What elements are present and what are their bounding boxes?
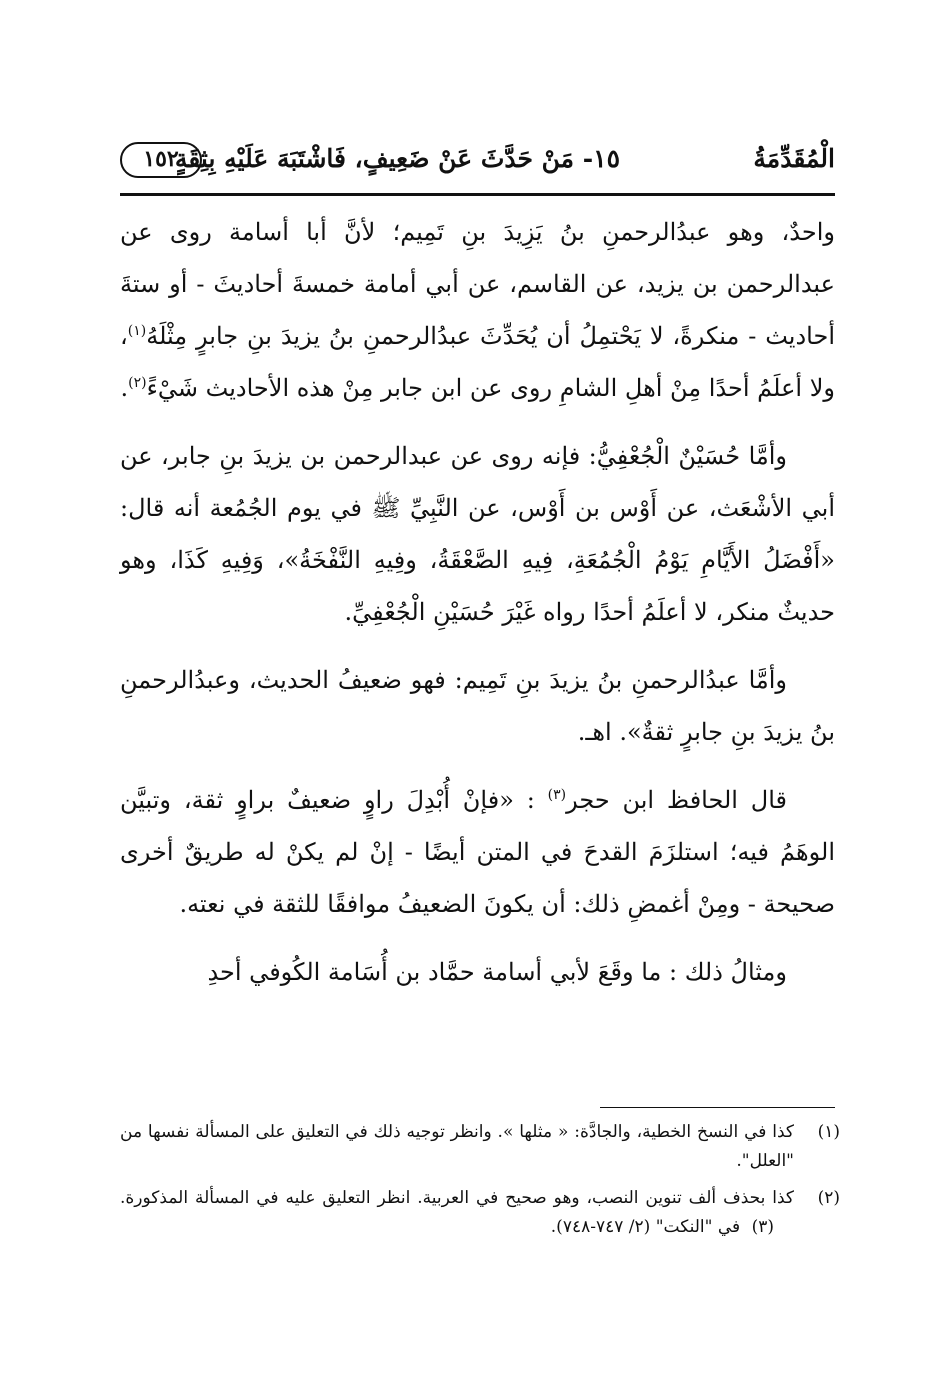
- footnote-text: كذا بحذف ألف تنوين النصب، وهو صحيح في العربية. انظر التعليق عليه في المسألة المذكورة.: [120, 1188, 794, 1208]
- footnote-3-text: في "النكت" (٢/ ٧٤٧-٧٤٨).: [550, 1217, 741, 1237]
- paragraph-4: [120, 774, 835, 930]
- header-divider: [120, 193, 835, 196]
- chapter-title: الْمُقَدِّمَةُ: [753, 144, 835, 173]
- paragraph-4-text-a: قال الحافظ ابن حجر: [566, 786, 787, 814]
- paragraph-1-end: .: [120, 374, 129, 402]
- footnote-number: (٢): [817, 1188, 840, 1208]
- section-title: ١٥- مَنْ حَدَّثَ عَنْ ضَعِيفٍ، فَاشْتَبَهَ عَلَيْهِ بِثِقَةٍ: [174, 144, 620, 173]
- footnote-2: [120, 1184, 840, 1242]
- footnote-ref-1: (١): [127, 323, 147, 339]
- footnote-divider: [600, 1107, 835, 1108]
- paragraph-3: وأمَّا عبدُالرحمنِ بنُ يزيدَ بنِ تَمِيم: فهو ضعيفُ الحديث، وعبدُالرحمنِ بنُ يزيدَ بنِ جابرٍ ثقةٌ». اهـ.: [120, 666, 835, 746]
- paragraph-5: ومثالُ ذلك : ما وقَعَ لأبي أسامة حمَّاد بن أُسَامة الكُوفي أحدِ: [207, 958, 787, 986]
- footnote-ref-3: (٣): [547, 787, 567, 803]
- paragraph-2: وأمَّا حُسَيْنٌ الْجُعْفِيُّ: فإنه روى عن عبدالرحمن بن يزيدَ بنِ جابر، عن أبي الأشْعَث، عن أَوْس بن أَوْس، عن النَّبِيِّ ﷺ في يوم الجُمُعة أنه قال: «أَفْضَلُ الأَيَّامِ يَوْمُ الْجُمُعَةِ، فِيهِ الصَّعْقَةُ، وفِيهِ النَّفْخَةُ»، وَفِيهِ كَذَا، وهو حديثٌ منكر، لا أعلَمُ أحدًا رواه غَيْرَ حُسَيْنِ الْجُعْفِيِّ.: [120, 442, 835, 626]
- running-header: [120, 140, 835, 186]
- footnote-1: [120, 1118, 840, 1176]
- footnote-ref-2: (٢): [128, 375, 147, 391]
- main-text: [120, 206, 835, 1014]
- footnote-number: (١): [817, 1122, 840, 1142]
- footnotes: [120, 1118, 840, 1250]
- paragraph-1-text-b: ، ولا أعلَمُ أحدًا مِنْ أهلِ الشامِ روى عن ابن جابر مِنْ هذه الأحاديث شَيْءً: [120, 322, 835, 402]
- paragraph-4-text-b: : «فإنْ أُبْدِلَ راوٍ ضعيفٌ براوٍ ثقة، وتبيَّن الوهَمُ فيه؛ استلزَمَ القدحَ في المتن أيضًا - إنْ لم يكنْ له طريقٌ أخرى صحيحة - ومِنْ أغمضِ ذلك: أن يكونَ الضعيفُ موافقًا للثقة في نعته.: [120, 786, 835, 918]
- footnote-text: كذا في النسخ الخطية، والجادَّة: « مثلها ». وانظر توجيه ذلك في التعليق على المسألة نفسها من "العلل".: [120, 1122, 794, 1171]
- paragraph-1: [120, 206, 835, 414]
- footnote-3-number: (٣): [751, 1217, 774, 1237]
- page-number: ١٥٢: [120, 142, 202, 178]
- paragraph-1-text: واحدٌ، وهو عبدُالرحمنِ بنُ يَزِيدَ بنِ تَمِيم؛ لأنَّ أبا أسامة روى عن عبدالرحمن بن يزيد، عن القاسم، عن أبي أمامة خمسةَ أحاديثَ - أو ستةَ أحاديث - منكرةً، لا يَحْتمِلُ أن يُحَدِّثَ عبدُالرحمنِ بنُ يزيدَ بنِ جابرٍ مِثْلَهُ: [120, 218, 835, 350]
